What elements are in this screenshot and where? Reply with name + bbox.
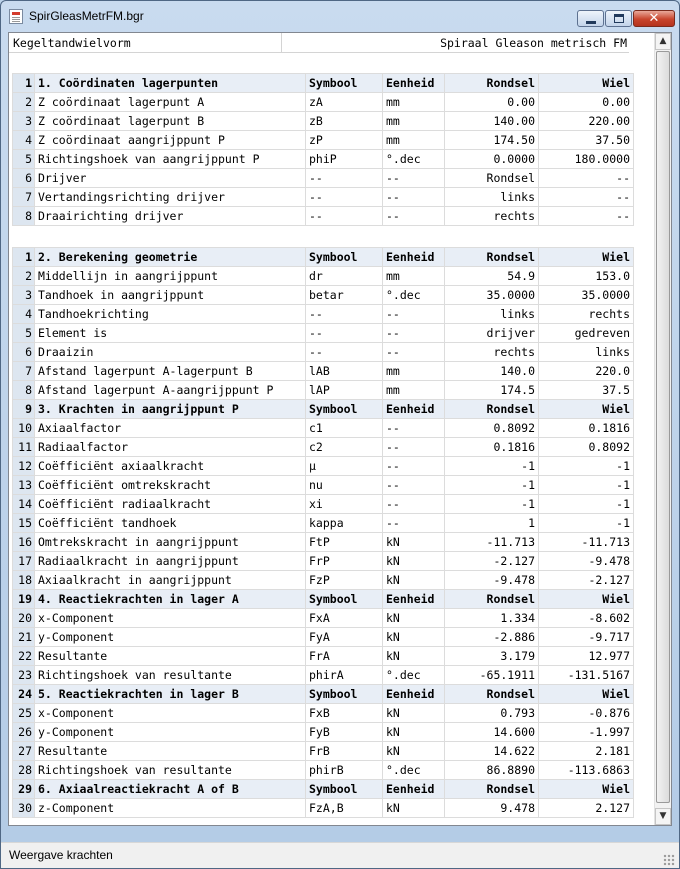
- close-icon: ✕: [648, 11, 660, 26]
- row-number[interactable]: 11: [13, 438, 35, 457]
- row-symbol[interactable]: FzP: [306, 571, 383, 590]
- table-row[interactable]: [13, 343, 634, 362]
- row-wiel-value[interactable]: -9.717: [539, 628, 634, 647]
- row-wiel-value[interactable]: 220.00: [539, 112, 634, 131]
- row-symbol[interactable]: µ: [306, 457, 383, 476]
- row-unit[interactable]: mm: [383, 131, 445, 150]
- row-number[interactable]: 1: [13, 74, 35, 93]
- row-rondsel-value[interactable]: -1: [445, 457, 539, 476]
- row-rondsel-value[interactable]: 14.622: [445, 742, 539, 761]
- row-label[interactable]: Axiaalkracht in aangrijppunt: [35, 571, 306, 590]
- row-label[interactable]: x-Component: [35, 609, 306, 628]
- row-rondsel-value[interactable]: 174.50: [445, 131, 539, 150]
- row-wiel-value[interactable]: 2.127: [539, 799, 634, 818]
- row-symbol[interactable]: zA: [306, 93, 383, 112]
- row-wiel-value[interactable]: gedreven: [539, 324, 634, 343]
- row-rondsel-value[interactable]: 0.793: [445, 704, 539, 723]
- row-symbol[interactable]: phiP: [306, 150, 383, 169]
- document-icon[interactable]: [9, 9, 23, 24]
- row-number[interactable]: 5: [13, 150, 35, 169]
- table-row[interactable]: [13, 533, 634, 552]
- table-row[interactable]: [13, 112, 634, 131]
- row-label[interactable]: Coëfficiënt omtrekskracht: [35, 476, 306, 495]
- row-wiel-value[interactable]: 220.0: [539, 362, 634, 381]
- row-number[interactable]: 7: [13, 362, 35, 381]
- table-row[interactable]: [13, 609, 634, 628]
- table-row[interactable]: [13, 704, 634, 723]
- row-unit[interactable]: mm: [383, 267, 445, 286]
- row-wiel-value[interactable]: -113.6863: [539, 761, 634, 780]
- row-unit[interactable]: °.dec: [383, 286, 445, 305]
- scroll-up-icon[interactable]: ▲: [655, 33, 671, 50]
- row-wiel-value[interactable]: Wiel: [539, 590, 634, 609]
- row-unit[interactable]: --: [383, 324, 445, 343]
- minimize-icon: [586, 21, 596, 24]
- row-wiel-value[interactable]: 0.1816: [539, 419, 634, 438]
- row-symbol[interactable]: FrB: [306, 742, 383, 761]
- row-symbol[interactable]: kappa: [306, 514, 383, 533]
- row-label[interactable]: 4. Reactiekrachten in lager A: [35, 590, 306, 609]
- row-unit[interactable]: Eenheid: [383, 780, 445, 799]
- row-label[interactable]: Coëfficiënt tandhoek: [35, 514, 306, 533]
- row-label[interactable]: Draaizin: [35, 343, 306, 362]
- table-row[interactable]: [13, 666, 634, 685]
- row-unit[interactable]: kN: [383, 647, 445, 666]
- row-label[interactable]: Coëfficiënt axiaalkracht: [35, 457, 306, 476]
- row-rondsel-value[interactable]: 3.179: [445, 647, 539, 666]
- table-row[interactable]: [13, 495, 634, 514]
- row-number[interactable]: 10: [13, 419, 35, 438]
- table-row[interactable]: [13, 188, 634, 207]
- row-number[interactable]: 27: [13, 742, 35, 761]
- row-rondsel-value[interactable]: 0.1816: [445, 438, 539, 457]
- row-label[interactable]: Draairichting drijver: [35, 207, 306, 226]
- row-number[interactable]: 13: [13, 476, 35, 495]
- table-row[interactable]: [13, 267, 634, 286]
- row-number[interactable]: 21: [13, 628, 35, 647]
- row-wiel-value[interactable]: -11.713: [539, 533, 634, 552]
- row-label[interactable]: Z coördinaat lagerpunt B: [35, 112, 306, 131]
- row-rondsel-value[interactable]: 140.00: [445, 112, 539, 131]
- row-rondsel-value[interactable]: 54.9: [445, 267, 539, 286]
- row-rondsel-value[interactable]: rechts: [445, 207, 539, 226]
- row-number[interactable]: 18: [13, 571, 35, 590]
- table-row[interactable]: [13, 457, 634, 476]
- row-unit[interactable]: --: [383, 207, 445, 226]
- row-rondsel-value[interactable]: 0.00: [445, 93, 539, 112]
- row-label[interactable]: Element is: [35, 324, 306, 343]
- row-number[interactable]: 6: [13, 169, 35, 188]
- status-bar: [1, 842, 679, 869]
- row-rondsel-value[interactable]: 1: [445, 514, 539, 533]
- row-unit[interactable]: --: [383, 169, 445, 188]
- row-number[interactable]: 24: [13, 685, 35, 704]
- row-unit[interactable]: --: [383, 495, 445, 514]
- row-wiel-value[interactable]: Wiel: [539, 685, 634, 704]
- row-number[interactable]: 12: [13, 457, 35, 476]
- row-rondsel-value[interactable]: -2.886: [445, 628, 539, 647]
- section-table-2: [12, 247, 634, 818]
- table-row[interactable]: [13, 799, 634, 818]
- row-rondsel-value[interactable]: -9.478: [445, 571, 539, 590]
- section-header-row[interactable]: [13, 780, 634, 799]
- title-bar[interactable]: [1, 1, 679, 31]
- row-number[interactable]: 6: [13, 343, 35, 362]
- resize-grip-icon[interactable]: [663, 854, 675, 866]
- row-symbol[interactable]: --: [306, 324, 383, 343]
- row-rondsel-value[interactable]: Rondsel: [445, 400, 539, 419]
- row-wiel-value[interactable]: 0.00: [539, 93, 634, 112]
- row-wiel-value[interactable]: 180.0000: [539, 150, 634, 169]
- row-unit[interactable]: --: [383, 305, 445, 324]
- row-label[interactable]: Drijver: [35, 169, 306, 188]
- table-row[interactable]: [13, 438, 634, 457]
- row-symbol[interactable]: zP: [306, 131, 383, 150]
- row-wiel-value[interactable]: -9.478: [539, 552, 634, 571]
- row-symbol[interactable]: dr: [306, 267, 383, 286]
- row-symbol[interactable]: Symbool: [306, 248, 383, 267]
- row-symbol[interactable]: lAB: [306, 362, 383, 381]
- row-wiel-value[interactable]: Wiel: [539, 248, 634, 267]
- row-label[interactable]: Afstand lagerpunt A-aangrijppunt P: [35, 381, 306, 400]
- row-wiel-value[interactable]: -1.997: [539, 723, 634, 742]
- row-unit[interactable]: --: [383, 343, 445, 362]
- row-unit[interactable]: kN: [383, 552, 445, 571]
- row-unit[interactable]: kN: [383, 799, 445, 818]
- row-label[interactable]: Richtingshoek van resultante: [35, 761, 306, 780]
- row-unit[interactable]: kN: [383, 704, 445, 723]
- row-unit[interactable]: Eenheid: [383, 590, 445, 609]
- row-unit[interactable]: mm: [383, 112, 445, 131]
- section-header-row[interactable]: [13, 400, 634, 419]
- close-button[interactable]: [633, 10, 675, 27]
- row-number[interactable]: 3: [13, 286, 35, 305]
- row-symbol[interactable]: FxA: [306, 609, 383, 628]
- row-label[interactable]: Z coördinaat lagerpunt A: [35, 93, 306, 112]
- section-header-row[interactable]: [13, 590, 634, 609]
- row-rondsel-value[interactable]: Rondsel: [445, 248, 539, 267]
- row-wiel-value[interactable]: -1: [539, 495, 634, 514]
- row-rondsel-value[interactable]: Rondsel: [445, 74, 539, 93]
- row-unit[interactable]: --: [383, 457, 445, 476]
- row-symbol[interactable]: FyA: [306, 628, 383, 647]
- row-symbol[interactable]: --: [306, 207, 383, 226]
- row-number[interactable]: 23: [13, 666, 35, 685]
- row-rondsel-value[interactable]: 35.0000: [445, 286, 539, 305]
- table-row[interactable]: [13, 305, 634, 324]
- gear-type-label: Kegeltandwielvorm: [9, 33, 282, 53]
- section-table-1: [12, 73, 634, 226]
- row-wiel-value[interactable]: 153.0: [539, 267, 634, 286]
- row-label[interactable]: Radiaalfactor: [35, 438, 306, 457]
- table-row[interactable]: [13, 476, 634, 495]
- table-row[interactable]: [13, 324, 634, 343]
- table-row[interactable]: [13, 723, 634, 742]
- row-rondsel-value[interactable]: 14.600: [445, 723, 539, 742]
- row-symbol[interactable]: --: [306, 305, 383, 324]
- row-unit[interactable]: Eenheid: [383, 74, 445, 93]
- row-rondsel-value[interactable]: Rondsel: [445, 685, 539, 704]
- row-label[interactable]: 2. Berekening geometrie: [35, 248, 306, 267]
- row-number[interactable]: 28: [13, 761, 35, 780]
- row-label[interactable]: Resultante: [35, 742, 306, 761]
- row-wiel-value[interactable]: 37.50: [539, 131, 634, 150]
- row-rondsel-value[interactable]: 0.8092: [445, 419, 539, 438]
- row-rondsel-value[interactable]: rechts: [445, 343, 539, 362]
- row-wiel-value[interactable]: --: [539, 207, 634, 226]
- row-number[interactable]: 15: [13, 514, 35, 533]
- section-header-row[interactable]: [13, 685, 634, 704]
- gear-system-label: Spiraal Gleason metrisch FM: [282, 33, 629, 53]
- row-rondsel-value[interactable]: Rondsel: [445, 590, 539, 609]
- row-label[interactable]: Radiaalkracht in aangrijppunt: [35, 552, 306, 571]
- row-symbol[interactable]: FtP: [306, 533, 383, 552]
- row-wiel-value[interactable]: Wiel: [539, 74, 634, 93]
- row-label[interactable]: 3. Krachten in aangrijppunt P: [35, 400, 306, 419]
- row-symbol[interactable]: FzA,B: [306, 799, 383, 818]
- row-unit[interactable]: °.dec: [383, 666, 445, 685]
- row-rondsel-value[interactable]: Rondsel: [445, 169, 539, 188]
- status-text: Weergave krachten: [9, 848, 113, 862]
- row-symbol[interactable]: FxB: [306, 704, 383, 723]
- row-symbol[interactable]: c1: [306, 419, 383, 438]
- row-unit[interactable]: °.dec: [383, 761, 445, 780]
- row-number[interactable]: 4: [13, 305, 35, 324]
- row-unit[interactable]: mm: [383, 362, 445, 381]
- row-number[interactable]: 22: [13, 647, 35, 666]
- row-symbol[interactable]: Symbool: [306, 400, 383, 419]
- row-label[interactable]: Richtingshoek van resultante: [35, 666, 306, 685]
- scroll-down-icon[interactable]: ▼: [655, 808, 671, 825]
- row-number[interactable]: 8: [13, 381, 35, 400]
- row-symbol[interactable]: zB: [306, 112, 383, 131]
- vertical-scrollbar[interactable]: [654, 33, 671, 825]
- row-wiel-value[interactable]: Wiel: [539, 780, 634, 799]
- row-number[interactable]: 19: [13, 590, 35, 609]
- maximize-icon: [614, 14, 624, 23]
- table-row[interactable]: [13, 93, 634, 112]
- row-label[interactable]: y-Component: [35, 723, 306, 742]
- row-wiel-value[interactable]: rechts: [539, 305, 634, 324]
- row-number[interactable]: 14: [13, 495, 35, 514]
- row-unit[interactable]: --: [383, 188, 445, 207]
- row-wiel-value[interactable]: 37.5: [539, 381, 634, 400]
- row-unit[interactable]: kN: [383, 628, 445, 647]
- table-row[interactable]: [13, 647, 634, 666]
- row-label[interactable]: Richtingshoek van aangrijppunt P: [35, 150, 306, 169]
- row-unit[interactable]: --: [383, 419, 445, 438]
- row-number[interactable]: 3: [13, 112, 35, 131]
- row-label[interactable]: 5. Reactiekrachten in lager B: [35, 685, 306, 704]
- row-unit[interactable]: kN: [383, 723, 445, 742]
- grid-header-row: [9, 33, 654, 53]
- row-label[interactable]: Omtrekskracht in aangrijppunt: [35, 533, 306, 552]
- row-rondsel-value[interactable]: 0.0000: [445, 150, 539, 169]
- row-number[interactable]: 4: [13, 131, 35, 150]
- table-row[interactable]: [13, 286, 634, 305]
- row-symbol[interactable]: Symbool: [306, 780, 383, 799]
- row-label[interactable]: 6. Axiaalreactiekracht A of B: [35, 780, 306, 799]
- row-unit[interactable]: Eenheid: [383, 400, 445, 419]
- row-label[interactable]: Z coördinaat aangrijppunt P: [35, 131, 306, 150]
- row-unit[interactable]: kN: [383, 742, 445, 761]
- row-symbol[interactable]: phirB: [306, 761, 383, 780]
- row-unit[interactable]: kN: [383, 609, 445, 628]
- row-rondsel-value[interactable]: 174.5: [445, 381, 539, 400]
- row-wiel-value[interactable]: -1: [539, 457, 634, 476]
- section-header-row[interactable]: [13, 248, 634, 267]
- row-unit[interactable]: °.dec: [383, 150, 445, 169]
- row-number[interactable]: 7: [13, 188, 35, 207]
- table-row[interactable]: [13, 131, 634, 150]
- row-number[interactable]: 9: [13, 400, 35, 419]
- row-wiel-value[interactable]: -8.602: [539, 609, 634, 628]
- row-wiel-value[interactable]: 0.8092: [539, 438, 634, 457]
- table-row[interactable]: [13, 761, 634, 780]
- row-rondsel-value[interactable]: -2.127: [445, 552, 539, 571]
- row-symbol[interactable]: c2: [306, 438, 383, 457]
- table-row[interactable]: [13, 207, 634, 226]
- row-wiel-value[interactable]: Wiel: [539, 400, 634, 419]
- row-rondsel-value[interactable]: -65.1911: [445, 666, 539, 685]
- row-label[interactable]: Axiaalfactor: [35, 419, 306, 438]
- row-label[interactable]: Middellijn in aangrijppunt: [35, 267, 306, 286]
- row-label[interactable]: Tandhoekrichting: [35, 305, 306, 324]
- row-symbol[interactable]: FrP: [306, 552, 383, 571]
- row-symbol[interactable]: FrA: [306, 647, 383, 666]
- row-unit[interactable]: kN: [383, 571, 445, 590]
- row-rondsel-value[interactable]: 9.478: [445, 799, 539, 818]
- table-row[interactable]: [13, 571, 634, 590]
- row-number[interactable]: 16: [13, 533, 35, 552]
- row-symbol[interactable]: Symbool: [306, 74, 383, 93]
- table-row[interactable]: [13, 514, 634, 533]
- row-wiel-value[interactable]: 35.0000: [539, 286, 634, 305]
- row-unit[interactable]: mm: [383, 93, 445, 112]
- row-symbol[interactable]: phirA: [306, 666, 383, 685]
- row-number[interactable]: 26: [13, 723, 35, 742]
- row-rondsel-value[interactable]: 1.334: [445, 609, 539, 628]
- row-symbol[interactable]: Symbool: [306, 590, 383, 609]
- row-symbol[interactable]: betar: [306, 286, 383, 305]
- row-symbol[interactable]: nu: [306, 476, 383, 495]
- row-unit[interactable]: mm: [383, 381, 445, 400]
- row-rondsel-value[interactable]: links: [445, 188, 539, 207]
- window-title: SpirGleasMetrFM.bgr: [29, 9, 144, 23]
- row-symbol[interactable]: --: [306, 169, 383, 188]
- results-grid[interactable]: [9, 33, 654, 825]
- table-row[interactable]: [13, 169, 634, 188]
- row-rondsel-value[interactable]: -11.713: [445, 533, 539, 552]
- row-symbol[interactable]: --: [306, 188, 383, 207]
- row-number[interactable]: 2: [13, 93, 35, 112]
- row-rondsel-value[interactable]: -1: [445, 476, 539, 495]
- row-rondsel-value[interactable]: -1: [445, 495, 539, 514]
- row-label[interactable]: z-Component: [35, 799, 306, 818]
- row-number[interactable]: 20: [13, 609, 35, 628]
- row-label[interactable]: x-Component: [35, 704, 306, 723]
- row-unit[interactable]: Eenheid: [383, 248, 445, 267]
- row-label[interactable]: y-Component: [35, 628, 306, 647]
- row-symbol[interactable]: Symbool: [306, 685, 383, 704]
- table-row[interactable]: [13, 552, 634, 571]
- row-wiel-value[interactable]: 2.181: [539, 742, 634, 761]
- scrollbar-thumb[interactable]: [656, 51, 670, 803]
- table-row[interactable]: [13, 742, 634, 761]
- row-number[interactable]: 30: [13, 799, 35, 818]
- row-number[interactable]: 1: [13, 248, 35, 267]
- row-unit[interactable]: --: [383, 514, 445, 533]
- row-label[interactable]: Afstand lagerpunt A-lagerpunt B: [35, 362, 306, 381]
- minimize-button[interactable]: [577, 10, 604, 27]
- row-wiel-value[interactable]: -2.127: [539, 571, 634, 590]
- row-number[interactable]: 25: [13, 704, 35, 723]
- row-label[interactable]: Resultante: [35, 647, 306, 666]
- section-header-row[interactable]: [13, 74, 634, 93]
- row-rondsel-value[interactable]: 140.0: [445, 362, 539, 381]
- row-rondsel-value[interactable]: links: [445, 305, 539, 324]
- table-row[interactable]: [13, 362, 634, 381]
- row-label[interactable]: Tandhoek in aangrijppunt: [35, 286, 306, 305]
- row-rondsel-value[interactable]: 86.8890: [445, 761, 539, 780]
- row-wiel-value[interactable]: links: [539, 343, 634, 362]
- row-number[interactable]: 17: [13, 552, 35, 571]
- row-label[interactable]: Coëfficiënt radiaalkracht: [35, 495, 306, 514]
- row-wiel-value[interactable]: --: [539, 169, 634, 188]
- table-row[interactable]: [13, 628, 634, 647]
- row-label[interactable]: 1. Coördinaten lagerpunten: [35, 74, 306, 93]
- row-rondsel-value[interactable]: Rondsel: [445, 780, 539, 799]
- row-number[interactable]: 8: [13, 207, 35, 226]
- row-unit[interactable]: Eenheid: [383, 685, 445, 704]
- row-symbol[interactable]: FyB: [306, 723, 383, 742]
- row-rondsel-value[interactable]: drijver: [445, 324, 539, 343]
- row-symbol[interactable]: xi: [306, 495, 383, 514]
- results-grid-panel[interactable]: [8, 32, 672, 826]
- row-symbol[interactable]: --: [306, 343, 383, 362]
- maximize-button[interactable]: [605, 10, 632, 27]
- row-wiel-value[interactable]: -0.876: [539, 704, 634, 723]
- row-wiel-value[interactable]: 12.977: [539, 647, 634, 666]
- row-unit[interactable]: --: [383, 438, 445, 457]
- row-label[interactable]: Vertandingsrichting drijver: [35, 188, 306, 207]
- row-wiel-value[interactable]: -1: [539, 476, 634, 495]
- row-wiel-value[interactable]: -1: [539, 514, 634, 533]
- table-row[interactable]: [13, 419, 634, 438]
- row-unit[interactable]: kN: [383, 533, 445, 552]
- row-number[interactable]: 2: [13, 267, 35, 286]
- row-symbol[interactable]: lAP: [306, 381, 383, 400]
- row-number[interactable]: 29: [13, 780, 35, 799]
- table-row[interactable]: [13, 150, 634, 169]
- row-unit[interactable]: --: [383, 476, 445, 495]
- table-row[interactable]: [13, 381, 634, 400]
- row-wiel-value[interactable]: -131.5167: [539, 666, 634, 685]
- row-number[interactable]: 5: [13, 324, 35, 343]
- row-wiel-value[interactable]: --: [539, 188, 634, 207]
